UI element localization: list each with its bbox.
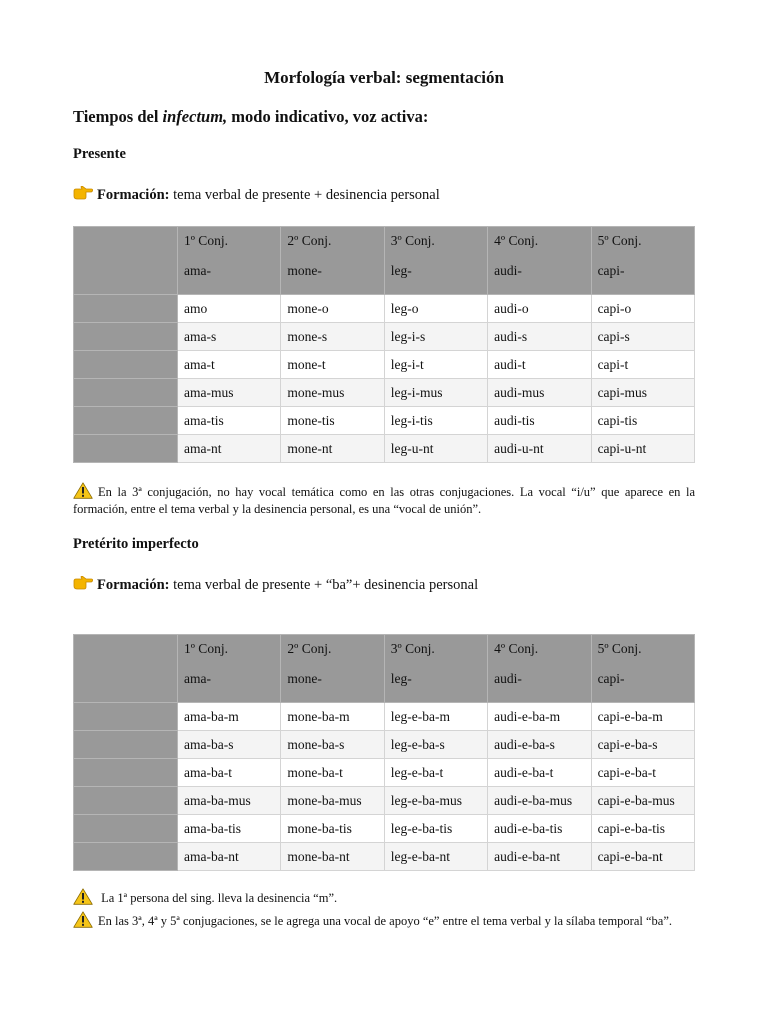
table-row	[74, 703, 695, 731]
table-cell: mone-mus	[281, 379, 384, 407]
conj-label: 5º Conj.	[597, 641, 642, 656]
table-cell: mone-ba-m	[281, 703, 384, 731]
warning-icon	[73, 482, 93, 499]
table-header-cell	[384, 227, 487, 295]
heading-pre: Tiempos del	[73, 107, 163, 126]
table-cell: audi-e-ba-t	[488, 759, 591, 787]
table-cell: ama-t	[178, 351, 281, 379]
table-row	[74, 843, 695, 871]
row-stub-cell	[74, 407, 178, 435]
pointing-hand-icon	[73, 576, 93, 590]
table-cell: capi-e-ba-mus	[591, 787, 694, 815]
stem-label: audi-	[494, 671, 522, 686]
table-cell: capi-e-ba-m	[591, 703, 694, 731]
imperfecto-heading: Pretérito imperfecto	[73, 536, 199, 552]
table-header-cell	[384, 635, 487, 703]
table-cell: audi-mus	[488, 379, 591, 407]
table-cell: leg-e-ba-nt	[384, 843, 487, 871]
table-corner-cell	[74, 227, 178, 295]
presente-formacion-label: Formación:	[97, 187, 170, 203]
table-header-cell	[591, 635, 694, 703]
table-header-cell	[488, 635, 591, 703]
table-cell: amo	[178, 295, 281, 323]
conj-label: 2º Conj.	[287, 233, 332, 248]
stem-label: capi-	[597, 263, 625, 278]
heading-italic: infectum,	[162, 107, 228, 126]
table-cell: capi-tis	[591, 407, 694, 435]
row-stub-cell	[74, 787, 178, 815]
table-cell: audi-s	[488, 323, 591, 351]
presente-formacion	[73, 186, 440, 204]
section-heading	[73, 107, 428, 127]
table-cell: capi-e-ba-tis	[591, 815, 694, 843]
stem-label: mone-	[287, 263, 322, 278]
table-cell: audi-e-ba-s	[488, 731, 591, 759]
table-cell: mone-ba-tis	[281, 815, 384, 843]
table-cell: leg-i-s	[384, 323, 487, 351]
table-cell: audi-e-ba-nt	[488, 843, 591, 871]
table-header-cell	[591, 227, 694, 295]
table-cell: mone-tis	[281, 407, 384, 435]
table-row	[74, 759, 695, 787]
table-row	[74, 815, 695, 843]
table-cell: mone-t	[281, 351, 384, 379]
imperfecto-formacion-label: Formación:	[97, 577, 170, 593]
row-stub-cell	[74, 323, 178, 351]
presente-formacion-text: tema verbal de presente + desinencia personal	[169, 187, 440, 203]
table-cell: leg-e-ba-s	[384, 731, 487, 759]
table-cell: audi-u-nt	[488, 435, 591, 463]
row-stub-cell	[74, 759, 178, 787]
heading-post: modo indicativo, voz activa:	[227, 107, 429, 126]
table-row	[74, 731, 695, 759]
page-title: Morfología verbal: segmentación	[264, 68, 504, 87]
table-header-cell	[178, 635, 281, 703]
table-cell: ama-tis	[178, 407, 281, 435]
table-cell: audi-e-ba-mus	[488, 787, 591, 815]
row-stub-cell	[74, 295, 178, 323]
row-stub-cell	[74, 843, 178, 871]
table-cell: mone-ba-s	[281, 731, 384, 759]
stem-label: audi-	[494, 263, 522, 278]
table-row	[74, 435, 695, 463]
stem-label: mone-	[287, 671, 322, 686]
row-stub-cell	[74, 379, 178, 407]
table-cell: leg-o	[384, 295, 487, 323]
table-cell: leg-e-ba-tis	[384, 815, 487, 843]
table-cell: mone-s	[281, 323, 384, 351]
table-cell: leg-e-ba-t	[384, 759, 487, 787]
table-cell: ama-mus	[178, 379, 281, 407]
table-cell: capi-e-ba-s	[591, 731, 694, 759]
table-row	[74, 295, 695, 323]
row-stub-cell	[74, 731, 178, 759]
table-cell: audi-o	[488, 295, 591, 323]
table-cell: mone-ba-t	[281, 759, 384, 787]
table-cell: ama-s	[178, 323, 281, 351]
table-cell: ama-ba-t	[178, 759, 281, 787]
imperfecto-note-2	[73, 911, 695, 930]
table-header-row	[74, 227, 695, 295]
presente-note-text: En la 3ª conjugación, no hay vocal temática como en las otras conjugaciones. La vocal “i/u” que aparece en la formación, entre el tema verbal y la desinencia personal, es una “vocal de unión”.	[73, 485, 695, 516]
table-cell: mone-o	[281, 295, 384, 323]
table-cell: ama-ba-s	[178, 731, 281, 759]
table-header-cell	[281, 635, 384, 703]
table-cell: audi-tis	[488, 407, 591, 435]
warning-icon	[73, 911, 93, 928]
imperfecto-note-2-text: En las 3ª, 4ª y 5ª conjugaciones, se le agrega una vocal de apoyo “e” entre el tema verbal y la sílaba temporal “ba”.	[98, 914, 672, 928]
table-row	[74, 351, 695, 379]
presente-heading: Presente	[73, 146, 126, 162]
stem-label: ama-	[184, 263, 211, 278]
stem-label: ama-	[184, 671, 211, 686]
conj-label: 5º Conj.	[597, 233, 642, 248]
table-cell: ama-ba-tis	[178, 815, 281, 843]
table-cell: leg-e-ba-mus	[384, 787, 487, 815]
table-cell: capi-e-ba-nt	[591, 843, 694, 871]
table-corner-cell	[74, 635, 178, 703]
table-cell: ama-ba-mus	[178, 787, 281, 815]
table-cell: audi-t	[488, 351, 591, 379]
row-stub-cell	[74, 435, 178, 463]
table-cell: capi-mus	[591, 379, 694, 407]
table-row	[74, 407, 695, 435]
table-cell: leg-i-t	[384, 351, 487, 379]
table-row	[74, 323, 695, 351]
table-header-cell	[281, 227, 384, 295]
conj-label: 2º Conj.	[287, 641, 332, 656]
table-cell: leg-i-tis	[384, 407, 487, 435]
table-cell: leg-i-mus	[384, 379, 487, 407]
conj-label: 1º Conj.	[184, 641, 228, 656]
row-stub-cell	[74, 815, 178, 843]
table-row	[74, 379, 695, 407]
stem-label: leg-	[390, 671, 412, 686]
imperfecto-note-1-text: La 1ª persona del sing. lleva la desinencia “m”.	[98, 891, 338, 905]
table-cell: mone-ba-mus	[281, 787, 384, 815]
table-cell: capi-t	[591, 351, 694, 379]
table-cell: capi-o	[591, 295, 694, 323]
table-cell: mone-ba-nt	[281, 843, 384, 871]
table-row	[74, 787, 695, 815]
conj-label: 3º Conj.	[390, 233, 435, 248]
table-cell: leg-e-ba-m	[384, 703, 487, 731]
table-cell: capi-s	[591, 323, 694, 351]
table-header-cell	[488, 227, 591, 295]
table-header-row	[74, 635, 695, 703]
presente-note	[73, 482, 695, 518]
conj-label: 1º Conj.	[184, 233, 228, 248]
conj-label: 3º Conj.	[390, 641, 435, 656]
table-cell: ama-nt	[178, 435, 281, 463]
stem-label: capi-	[597, 671, 625, 686]
table-cell: leg-u-nt	[384, 435, 487, 463]
imperfecto-formacion-text: tema verbal de presente + “ba”+ desinencia personal	[169, 577, 479, 593]
conj-label: 4º Conj.	[494, 233, 539, 248]
presente-table	[73, 226, 695, 463]
imperfecto-table	[73, 634, 695, 871]
table-cell: ama-ba-nt	[178, 843, 281, 871]
stem-label: leg-	[390, 263, 412, 278]
table-header-cell	[178, 227, 281, 295]
row-stub-cell	[74, 351, 178, 379]
pointing-hand-icon	[73, 186, 93, 200]
table-cell: capi-u-nt	[591, 435, 694, 463]
imperfecto-note-1	[73, 888, 695, 907]
table-cell: capi-e-ba-t	[591, 759, 694, 787]
table-cell: mone-nt	[281, 435, 384, 463]
imperfecto-formacion	[73, 576, 478, 594]
warning-icon	[73, 888, 93, 905]
table-cell: audi-e-ba-m	[488, 703, 591, 731]
table-cell: audi-e-ba-tis	[488, 815, 591, 843]
row-stub-cell	[74, 703, 178, 731]
conj-label: 4º Conj.	[494, 641, 539, 656]
table-cell: ama-ba-m	[178, 703, 281, 731]
